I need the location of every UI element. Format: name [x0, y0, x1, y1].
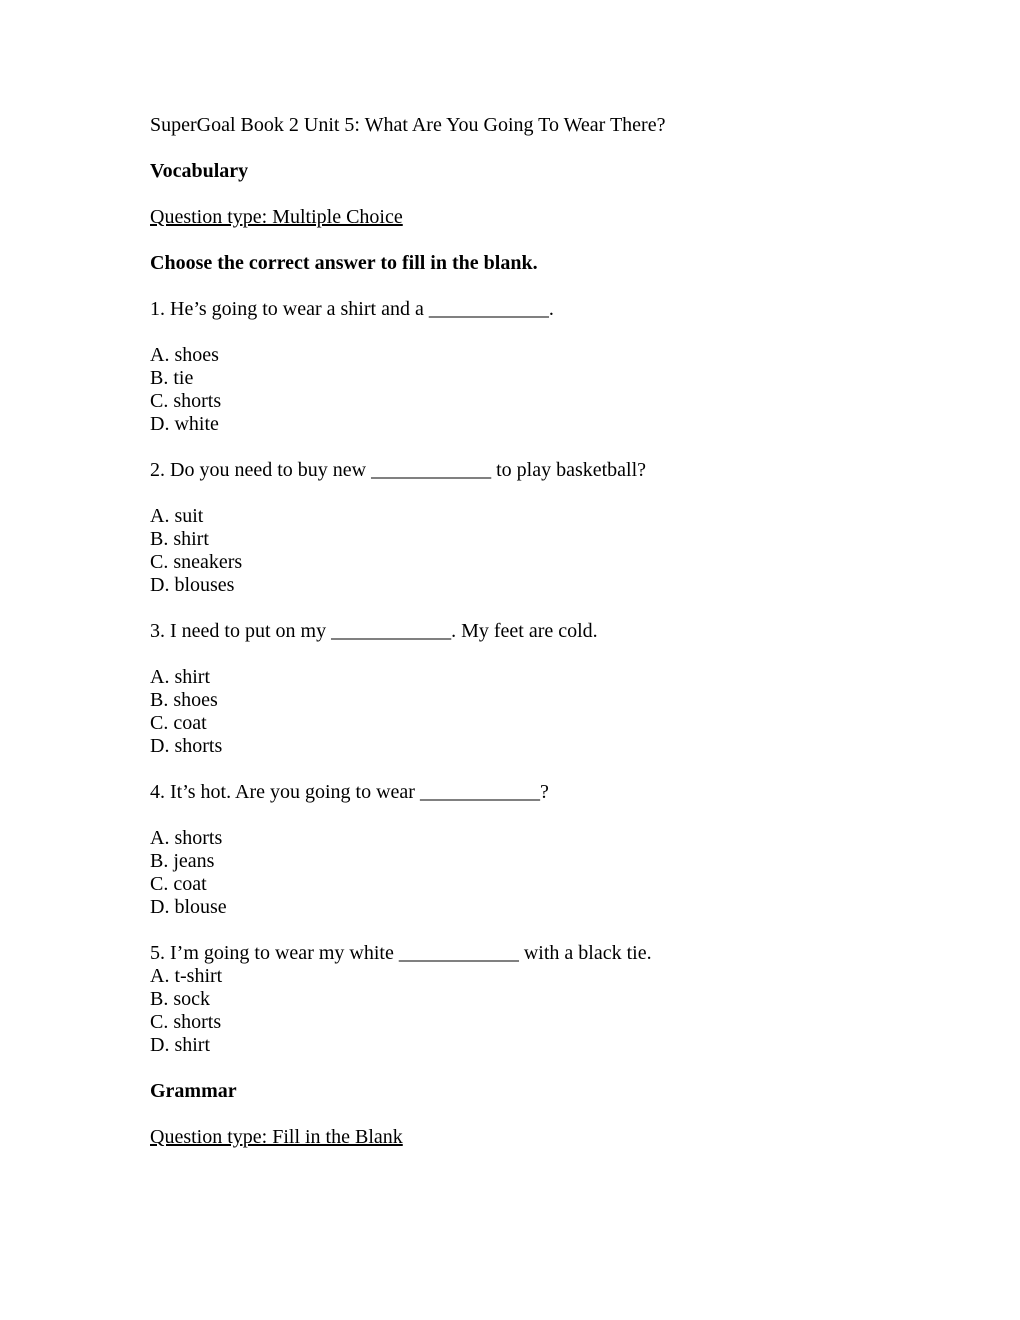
question-3-option-a: A. shirt	[150, 666, 210, 688]
question-5-option-c: C. shorts	[150, 1011, 222, 1033]
question-2-option-a: A. suit	[150, 505, 204, 527]
question-4-options	[150, 827, 900, 919]
question-1-option-c: C. shorts	[150, 390, 222, 412]
question-3-option-d: D. shorts	[150, 735, 223, 757]
question-2-option-b: B. shirt	[150, 528, 209, 550]
question-2-text: 2. Do you need to buy new ____________ to play basketball?	[150, 459, 647, 481]
question-5-option-d: D. shirt	[150, 1034, 210, 1056]
question-4-option-c: C. coat	[150, 873, 207, 895]
question-5-option-a: A. t-shirt	[150, 965, 223, 987]
question-5-options	[150, 965, 900, 1057]
question-3	[150, 620, 900, 758]
question-2-option-c: C. sneakers	[150, 551, 243, 573]
question-1-option-a: A. shoes	[150, 344, 219, 366]
question-3-options	[150, 666, 900, 758]
vocabulary-instruction: Choose the correct answer to fill in the blank.	[150, 252, 538, 274]
question-2-option-d: D. blouses	[150, 574, 235, 596]
question-5-text: 5. I’m going to wear my white ____________ with a black tie.	[150, 942, 652, 964]
question-4-option-d: D. blouse	[150, 896, 227, 918]
vocabulary-question-type: Question type: Multiple Choice	[150, 206, 403, 228]
document-title: SuperGoal Book 2 Unit 5: What Are You Going To Wear There?	[150, 114, 666, 136]
question-2	[150, 459, 900, 597]
grammar-heading: Grammar	[150, 1080, 237, 1102]
question-1-options	[150, 344, 900, 436]
question-5-option-b: B. sock	[150, 988, 210, 1010]
question-4-text: 4. It’s hot. Are you going to wear ____________?	[150, 781, 549, 803]
question-1	[150, 298, 900, 436]
question-2-options	[150, 505, 900, 597]
question-3-option-b: B. shoes	[150, 689, 218, 711]
question-1-option-d: D. white	[150, 413, 219, 435]
question-1-option-b: B. tie	[150, 367, 194, 389]
question-4-option-b: B. jeans	[150, 850, 215, 872]
question-5	[150, 942, 900, 1057]
vocabulary-heading: Vocabulary	[150, 160, 249, 182]
question-4-option-a: A. shorts	[150, 827, 223, 849]
question-1-text: 1. He’s going to wear a shirt and a ____________.	[150, 298, 554, 320]
question-4	[150, 781, 900, 919]
grammar-question-type: Question type: Fill in the Blank	[150, 1126, 403, 1148]
question-3-text: 3. I need to put on my ____________. My feet are cold.	[150, 620, 598, 642]
question-3-option-c: C. coat	[150, 712, 207, 734]
